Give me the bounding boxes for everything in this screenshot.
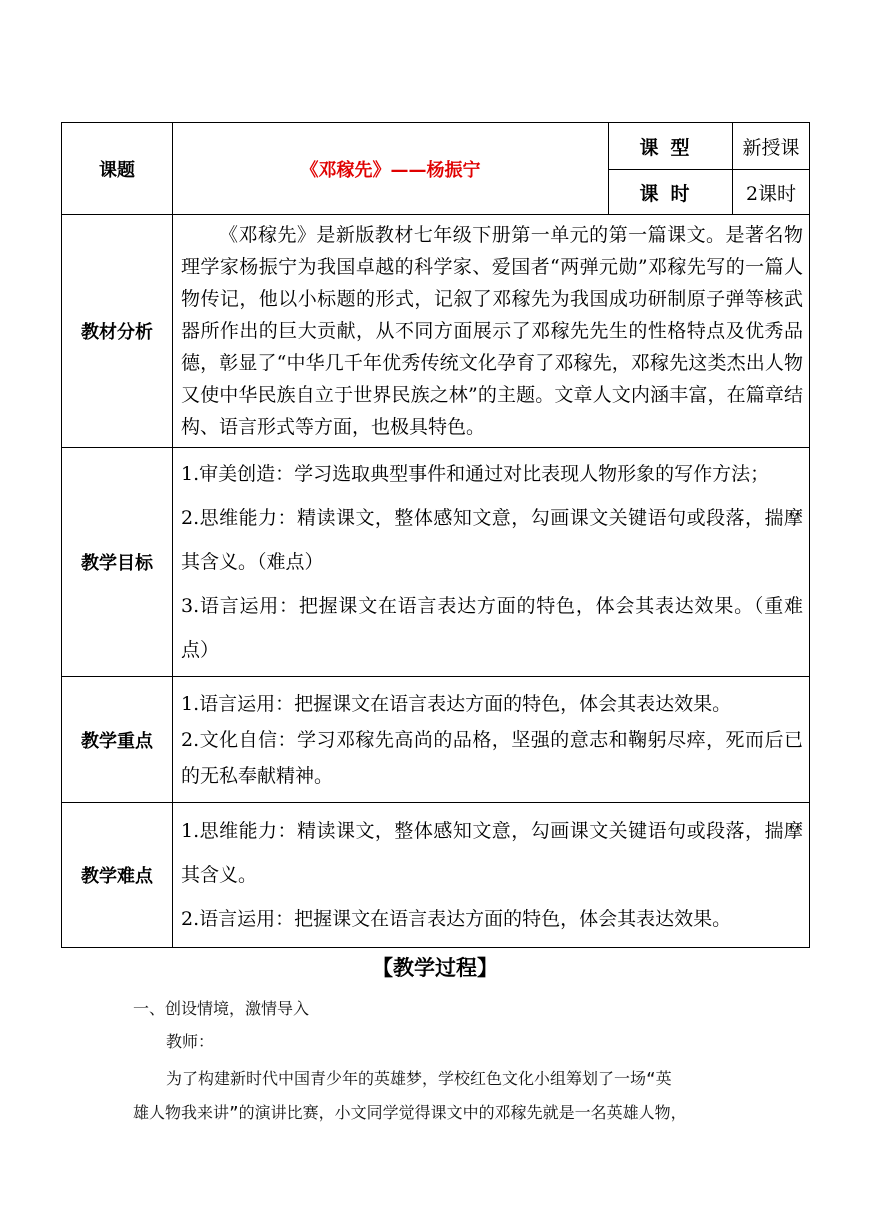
paragraph-line-1: 为了构建新时代中国青少年的英雄梦，学校红色文化小组筹划了一场“英 — [166, 1069, 672, 1088]
goal-item: 2.思维能力：精读课文，整体感知文意，勾画课文关键语句或段落，揣摩其含义。（难点） — [181, 507, 803, 573]
goals-cell — [173, 448, 810, 677]
analysis-label: 教材分析 — [62, 215, 173, 448]
lesson-plan-table — [61, 122, 810, 948]
key-point: 2.文化自信：学习邓稼先高尚的品格，坚强的意志和鞠躬尽瘁，死而后已的无私奉献精神。 — [181, 728, 803, 787]
key-label: 教学重点 — [62, 677, 173, 803]
process-heading: 【教学过程】 — [372, 956, 498, 980]
goals-label: 教学目标 — [62, 448, 173, 677]
topic-label: 课题 — [62, 123, 173, 215]
difficult-label: 教学难点 — [62, 803, 173, 948]
section-title: 一、创设情境，激情导入 — [133, 999, 310, 1018]
type-label: 课型 — [609, 123, 733, 170]
teacher-label: 教师： — [166, 1032, 215, 1051]
goal-item: 1.审美创造：学习选取典型事件和通过对比表现人物形象的写作方法； — [181, 463, 770, 485]
topic-title: 《邓稼先》——杨振宁 — [173, 123, 609, 215]
key-point: 1.语言运用：把握课文在语言表达方面的特色，体会其表达效果。 — [181, 692, 732, 715]
analysis-text: 《邓稼先》是新版教材七年级下册第一单元的第一篇课文。是著名物理学家杨振宁为我国卓越的科学家、爱国者“两弹元勋”邓稼先写的一篇人物传记，他以小标题的形式，记叙了邓稼先为我国成功研制原子弹等核武器所作出的巨大贡献，从不同方面展示了邓稼先先生的性格特点及优秀品德，彰显了“中华几千年优秀传统文化孕育了邓稼先，邓稼先这类杰出人物又使中华民族自立于世界民族之林”的主题。文章人文内涵丰富，在篇章结构、语言形式等方面，也极具特色。 — [181, 224, 803, 438]
difficult-cell — [173, 803, 810, 948]
goal-item: 3.语言运用：把握课文在语言表达方面的特色，体会其表达效果。（重难点） — [181, 595, 803, 661]
difficult-point: 2.语言运用：把握课文在语言表达方面的特色，体会其表达效果。 — [181, 908, 732, 930]
type-value: 新授课 — [733, 123, 810, 170]
key-cell — [173, 677, 810, 803]
analysis-cell — [173, 215, 810, 448]
paragraph-line-2: 雄人物我来讲”的演讲比赛，小文同学觉得课文中的邓稼先就是一名英雄人物， — [133, 1103, 687, 1122]
hours-value: 2课时 — [733, 170, 810, 215]
difficult-point: 1.思维能力：精读课文，整体感知文意，勾画课文关键语句或段落，揣摩其含义。 — [181, 820, 803, 886]
hours-label: 课时 — [609, 170, 733, 215]
